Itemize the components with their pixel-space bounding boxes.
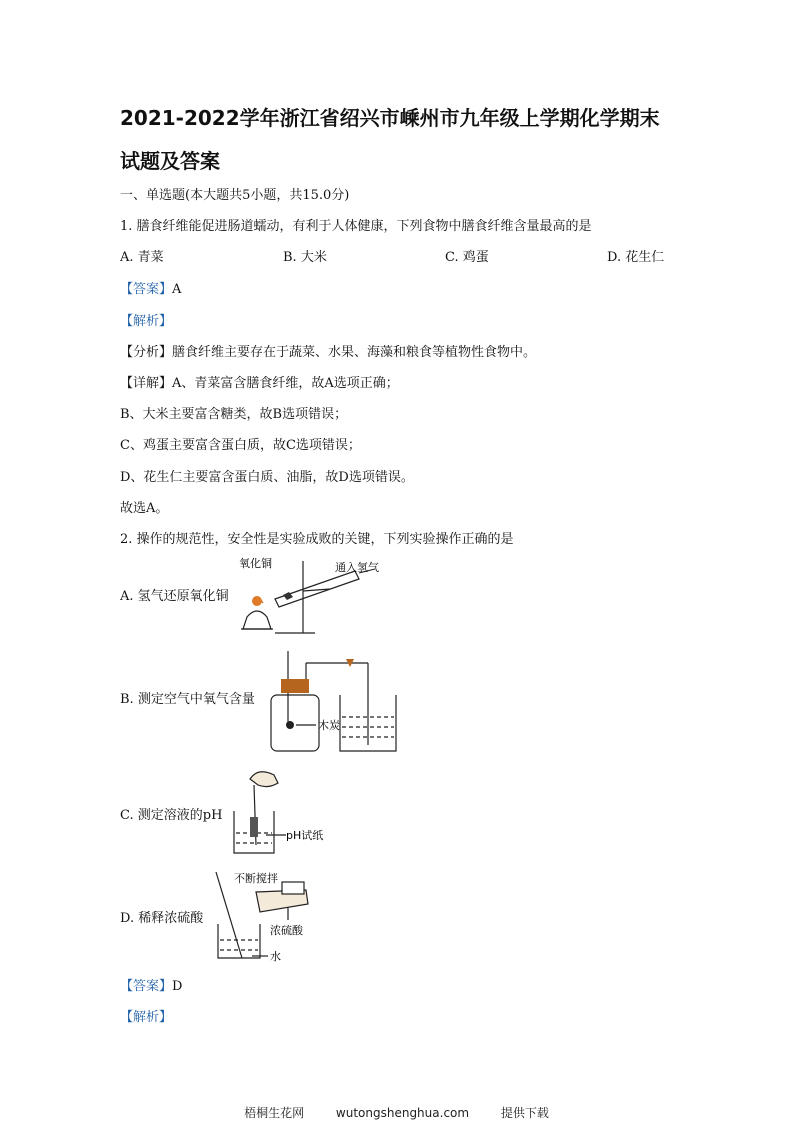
fenxi-text: 膳食纤维主要存在于蔬菜、水果、海藻和粮食等植物性食物中。 bbox=[172, 345, 537, 360]
q1-fenxi bbox=[120, 343, 536, 363]
hydrogen-inlet-label: 通入氢气 bbox=[335, 561, 379, 574]
q2-analysis-tag: 【解析】 bbox=[120, 1010, 173, 1025]
oxygen-content-figure bbox=[268, 645, 408, 755]
q1-conclusion: 故选A。 bbox=[120, 501, 169, 516]
stir-label: 不断搅拌 bbox=[234, 872, 278, 885]
q2-stem: 2. 操作的规范性，安全性是实验成败的关键，下列实验操作正确的是 bbox=[120, 532, 514, 547]
charcoal-label: 木炭 bbox=[318, 719, 340, 732]
q1-stem: 1. 膳食纤维能促进肠道蠕动，有利于人体健康，下列食物中膳食纤维含量最高的是 bbox=[120, 219, 592, 234]
dilute-sulfuric-acid-figure bbox=[212, 868, 322, 963]
q2-option-d-label: D. 稀释浓硫酸 bbox=[120, 911, 204, 926]
copper-oxide-label: 氧化铜 bbox=[239, 557, 272, 570]
q2-option-a-label: A. 氢气还原氧化铜 bbox=[120, 589, 229, 604]
q2-option-b-label: B. 测定空气中氧气含量 bbox=[120, 692, 255, 707]
q1-detail-line-c: C、鸡蛋主要富含蛋白质，故C选项错误； bbox=[120, 438, 361, 453]
answer-value: D bbox=[172, 979, 183, 994]
footer-download-text: 提供下载 bbox=[500, 1106, 549, 1120]
water-label: 水 bbox=[270, 950, 281, 963]
answer-value: A bbox=[172, 282, 182, 297]
q2-option-c-label: C. 测定溶液的pH bbox=[120, 808, 223, 823]
q1-analysis-tag: 【解析】 bbox=[120, 314, 173, 329]
doc-title-line2: 试题及答案 bbox=[120, 149, 220, 173]
detail-text: A、青菜富含膳食纤维，故A选项正确； bbox=[172, 376, 399, 391]
section-heading: 一、单选题(本大题共5小题，共15.0分) bbox=[120, 188, 350, 203]
fenxi-tag: 【分析】 bbox=[120, 345, 173, 360]
ph-test-figure bbox=[228, 765, 328, 857]
answer-tag: 【答案】 bbox=[120, 282, 173, 297]
q1-detail-line-b: B、大米主要富含糖类，故B选项错误； bbox=[120, 407, 348, 422]
footer-site-url[interactable]: wutongshenghua.com bbox=[335, 1106, 470, 1120]
conc-acid-label: 浓硫酸 bbox=[270, 924, 303, 937]
q1-option-b: B. 大米 bbox=[283, 250, 327, 265]
q1-option-a: A. 青菜 bbox=[120, 250, 164, 265]
q1-option-c: C. 鸡蛋 bbox=[445, 250, 489, 265]
q1-detail bbox=[120, 374, 399, 394]
detail-tag: 【详解】 bbox=[120, 376, 173, 391]
ph-paper-label: pH试纸 bbox=[286, 829, 324, 842]
q1-detail-line-d: D、花生仁主要富含蛋白质、油脂，故D选项错误。 bbox=[120, 470, 414, 485]
q1-option-d: D. 花生仁 bbox=[607, 250, 665, 265]
answer-tag: 【答案】 bbox=[120, 979, 173, 994]
hydrogen-reduction-figure bbox=[235, 555, 395, 637]
doc-title-line1: 2021-2022学年浙江省绍兴市嵊州市九年级上学期化学期末 bbox=[120, 106, 660, 130]
q1-answer bbox=[120, 280, 181, 300]
q2-answer bbox=[120, 977, 182, 997]
page-footer bbox=[0, 1104, 793, 1121]
footer-site-name: 梧桐生花网 bbox=[244, 1106, 305, 1120]
